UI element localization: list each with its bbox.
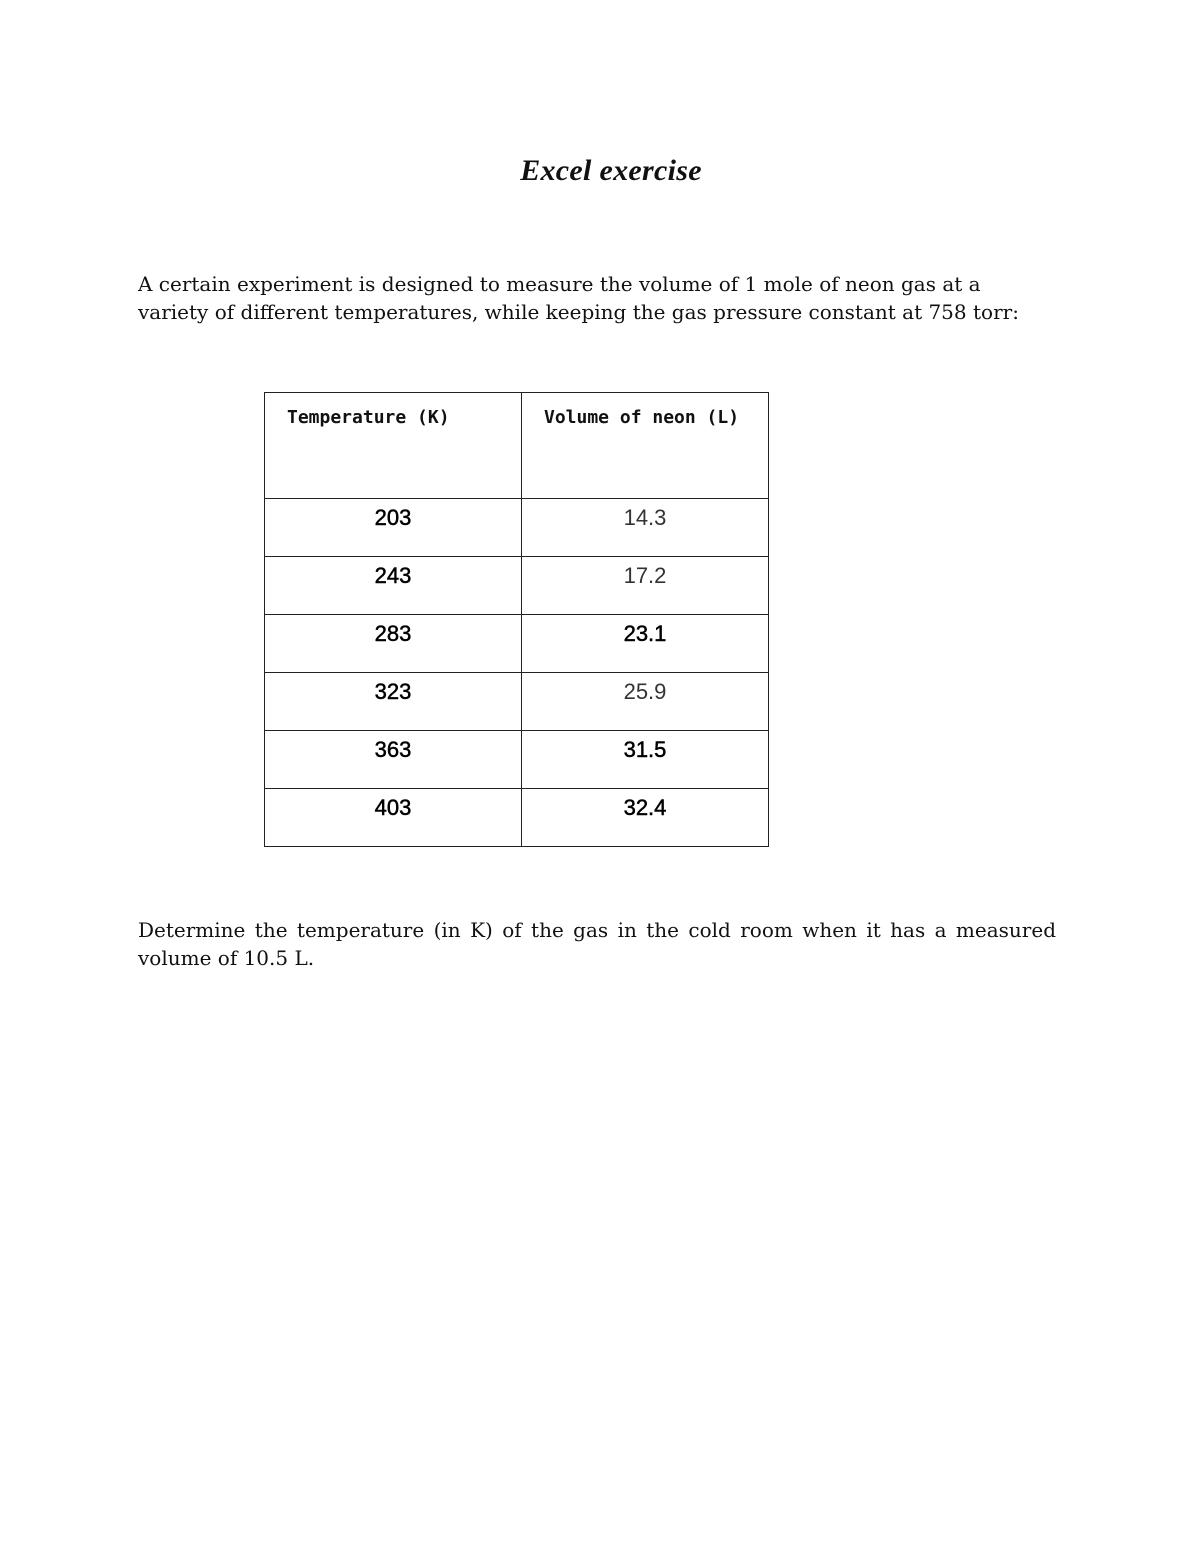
cell-volume: 17.2 [522,557,769,615]
table-row [265,731,769,789]
cell-volume: 14.3 [522,499,769,557]
header-temperature: Temperature (K) [265,393,522,499]
cell-temperature: 203 [265,499,522,557]
cell-temperature: 323 [265,673,522,731]
cell-temperature: 363 [265,731,522,789]
cell-volume: 32.4 [522,789,769,847]
cell-volume: 23.1 [522,615,769,673]
table-row [265,673,769,731]
table-row [265,557,769,615]
question-paragraph: Determine the temperature (in K) of the gas in the cold room when it has a measured volume of 10.5 L. [138,918,1056,970]
table-row [265,615,769,673]
table-row [265,499,769,557]
cell-temperature: 283 [265,615,522,673]
intro-paragraph: A certain experiment is designed to measure the volume of 1 mole of neon gas at a variety of different temperatures, while keeping the gas pressure constant at 758 torr: [138,272,1019,324]
page-title: Excel exercise [520,154,702,187]
cell-temperature: 243 [265,557,522,615]
table-row [265,789,769,847]
table-header-row [265,393,769,499]
cell-volume: 31.5 [522,731,769,789]
cell-temperature: 403 [265,789,522,847]
cell-volume: 25.9 [522,673,769,731]
header-volume: Volume of neon (L) [522,393,769,499]
data-table [264,392,769,847]
